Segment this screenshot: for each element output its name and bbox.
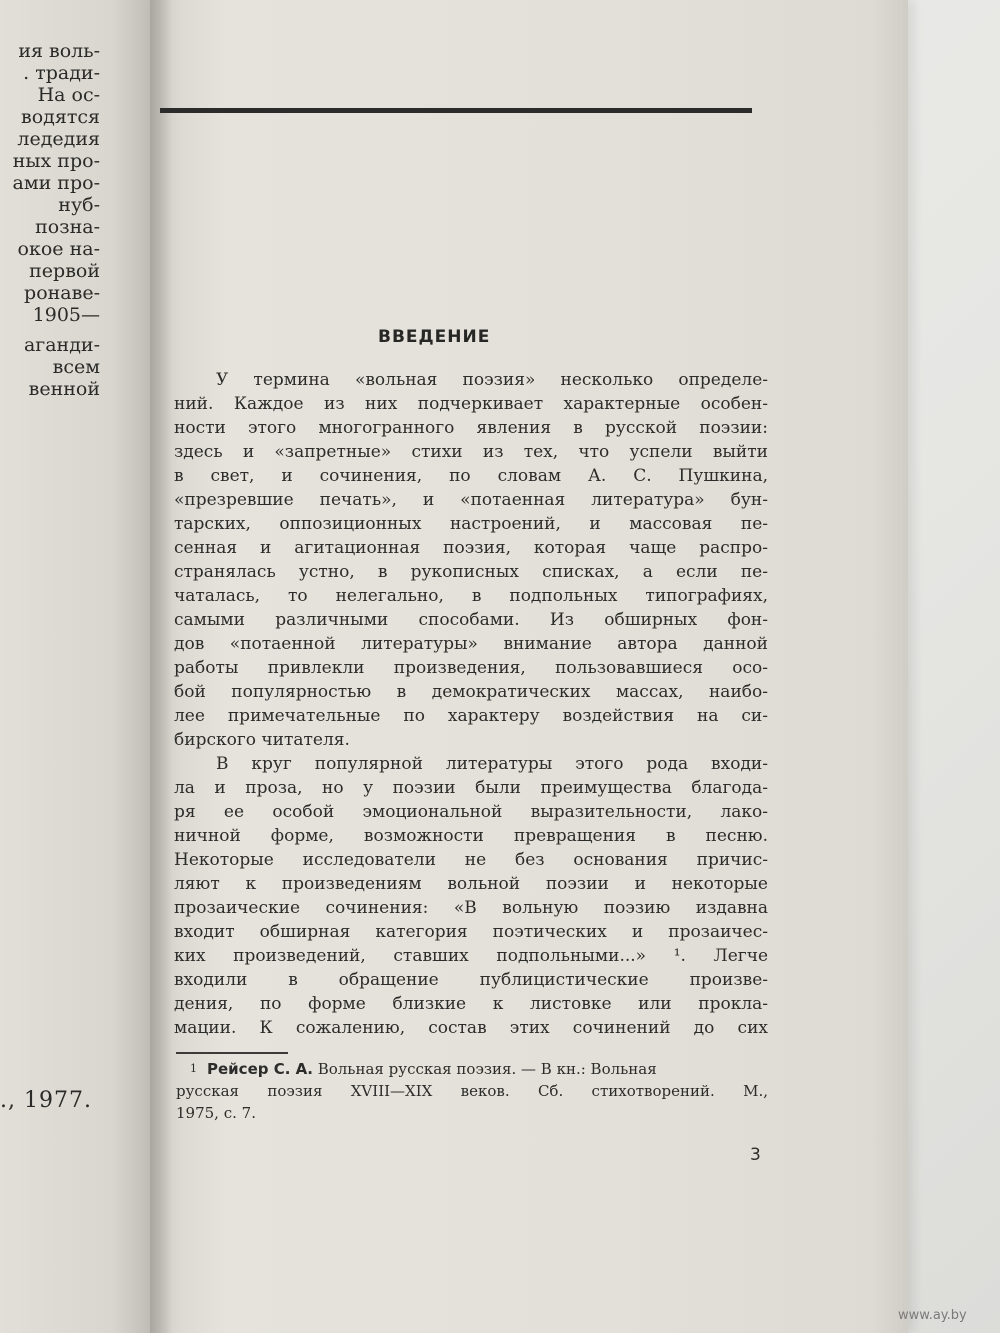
left-page-text: ронаве- (24, 282, 100, 304)
left-page-text: первой (29, 260, 100, 282)
footnote-mark: 1 (190, 1062, 197, 1075)
left-page-text: На ос- (37, 84, 100, 106)
left-page-year: ., 1977. (0, 1088, 92, 1113)
body-text-line: ких произведений, ставших подпольными...» ¹. Легче (174, 946, 768, 966)
body-text-line: в свет, и сочинения, по словам А. С. Пушкина, (174, 466, 768, 486)
left-page-text: нуб- (58, 194, 100, 216)
body-text-line: ности этого многогранного явления в русской поэзии: (174, 418, 768, 438)
body-text-line: здесь и «запретные» стихи из тех, что успели выйти (174, 442, 768, 462)
left-page-text: аганди- (23, 334, 100, 356)
body-text-line: В круг популярной литературы этого рода входи- (216, 754, 768, 774)
left-page-text: венной (28, 378, 100, 400)
left-page (0, 0, 160, 1333)
left-page-text: всем (52, 356, 100, 378)
body-text-line: «презревшие печать», и «потаенная литература» бун- (174, 490, 768, 510)
body-text-line: дов «потаенной литературы» внимание автора данной (174, 634, 768, 654)
left-page-text: ных про- (12, 150, 100, 172)
body-text-line: бирского читателя. (174, 730, 350, 750)
body-text-line: бой популярностью в демократических массах, наибо- (174, 682, 768, 702)
left-page-text: ледедия (17, 128, 100, 150)
page-gutter-shadow (150, 0, 172, 1333)
watermark: www.ay.by (898, 1308, 967, 1323)
chapter-heading: ВВЕДЕНИЕ (378, 327, 491, 347)
body-text-line: самыми различными способами. Из обширных фон- (174, 610, 768, 630)
body-text-line: ря ее особой эмоциональной выразительности, лако- (174, 802, 768, 822)
body-text-line: ляют к произведениям вольной поэзии и некоторые (174, 874, 768, 894)
body-text-line: входит обширная категория поэтических и прозаичес- (174, 922, 768, 942)
left-page-text: позна- (35, 216, 100, 238)
page-number: 3 (750, 1145, 761, 1165)
body-text-line: лее примечательные по характеру воздействия на си- (174, 706, 768, 726)
footnote-author: Рейсер С. А. (207, 1060, 313, 1078)
body-text-line: ничной форме, возможности превращения в песню. (174, 826, 768, 846)
left-page-text: . тради- (23, 62, 100, 84)
left-page-text: ами про- (12, 172, 100, 194)
body-text-line: сенная и агитационная поэзия, которая чаще распро- (174, 538, 768, 558)
footnote-text: Вольная русская поэзия. — В кн.: Вольная (317, 1060, 657, 1078)
left-page-text: окое на- (17, 238, 100, 260)
footnote-line (190, 1058, 768, 1080)
body-text-line: прозаические сочинения: «В вольную поэзию издавна (174, 898, 768, 918)
body-text-line: ний. Каждое из них подчеркивает характерные особен- (174, 394, 768, 414)
footnote-line: русская поэзия XVIII—XIX веков. Сб. стихотворений. М., (176, 1082, 768, 1100)
body-text-line: тарских, оппозиционных настроений, и массовая пе- (174, 514, 768, 534)
footnote-line: 1975, с. 7. (176, 1104, 256, 1122)
body-text-line: дения, по форме близкие к листовке или прокла- (174, 994, 768, 1014)
header-rule (160, 108, 752, 113)
body-text-line: У термина «вольная поэзия» несколько определе- (216, 370, 768, 390)
body-text-line: чаталась, то нелегально, в подпольных типографиях, (174, 586, 768, 606)
body-text-line: мации. К сожалению, состав этих сочинений до сих (174, 1018, 768, 1038)
footnote-rule (176, 1052, 288, 1054)
body-text-line: странялась устно, в рукописных списках, а если пе- (174, 562, 768, 582)
body-text-line: Некоторые исследователи не без основания причис- (174, 850, 768, 870)
body-text-line: ла и проза, но у поэзии были преимущества благода- (174, 778, 768, 798)
left-page-text: 1905— (32, 304, 100, 326)
left-page-text: водятся (21, 106, 100, 128)
body-text-line: работы привлекли произведения, пользовавшиеся осо- (174, 658, 768, 678)
body-text-line: входили в обращение публицистические произве- (174, 970, 768, 990)
left-page-text: ия воль- (18, 40, 100, 62)
